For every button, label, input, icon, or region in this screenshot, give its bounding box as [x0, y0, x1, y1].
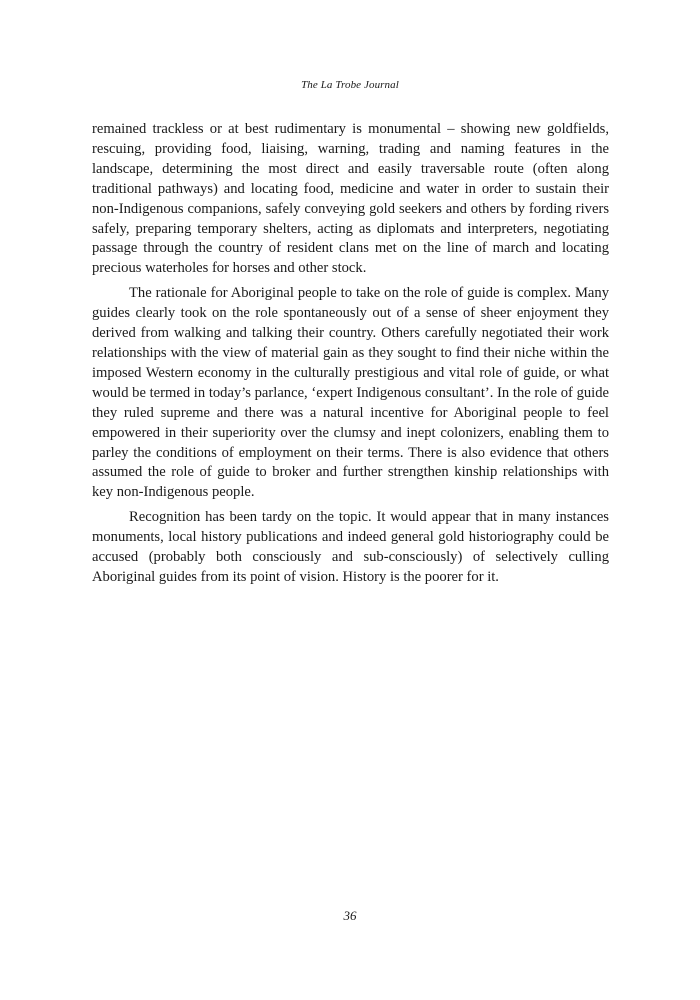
body-text — [92, 120, 609, 593]
paragraph: Recognition has been tardy on the topic. It would appear that in many instances monuments, local history publications and indeed general gold historiography could be accused (probably both consciously and sub-consciously) of selectively culling Aboriginal guides from its point of vision. History is the poorer for it. — [92, 509, 609, 585]
page-number: 36 — [343, 908, 357, 923]
paragraph: The rationale for Aboriginal people to take on the role of guide is complex. Many guides clearly took on the role spontaneously out of a sense of sheer enjoyment they derived from walking and talking their country. Others carefully negotiated their work relationships with the view of material gain as they sought to find their niche within the imposed Western economy in the culturally prestigious and vital role of guide, or what would be termed in today’s parlance, ‘expert Indigenous consultant’. In the role of guide they ruled supreme and there was a natural incentive for Aboriginal people to feel empowered in their superiority over the clumsy and inept colonizers, enabling them to parley the conditions of employment on their terms. There is also evidence that others assumed the role of guide to broker and further strengthen kinship relationships with key non-Indigenous people. — [92, 285, 609, 501]
paragraph: remained trackless or at best rudimentary is monumental – showing new goldfields, rescuing, providing food, liaising, warning, trading and naming features in the landscape, determining the most direct and easily traversable route (often along traditional pathways) and locating food, medicine and water in order to sustain their non-Indigenous companions, safely conveying gold seekers and others by fording rivers safely, preparing temporary shelters, acting as diplomats and interpreters, negotiating passage through the country of resident clans met on the line of march and locating precious waterholes for horses and other stock. — [92, 121, 609, 277]
running-head: The La Trobe Journal — [301, 79, 399, 91]
